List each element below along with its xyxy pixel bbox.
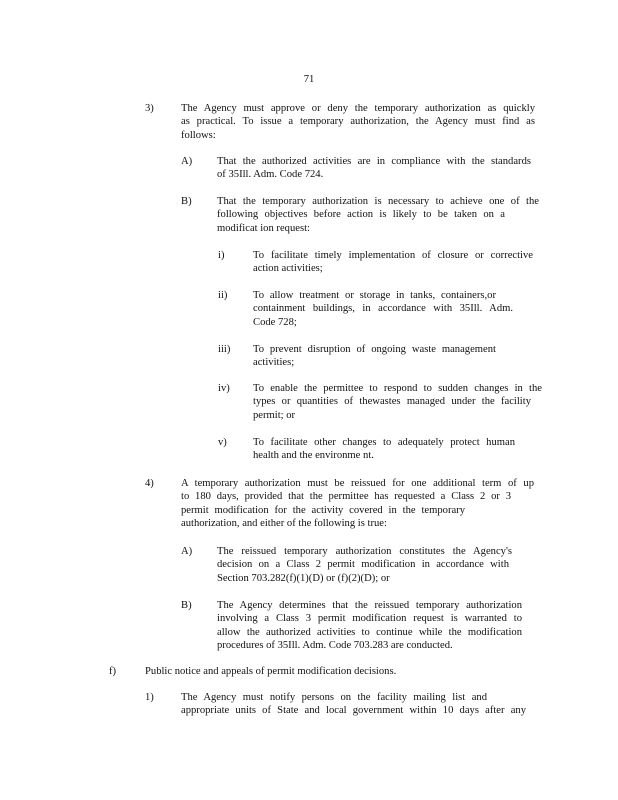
item-label: f) bbox=[109, 666, 117, 677]
item-label: A) bbox=[181, 546, 193, 557]
text-line: To prevent disruption of ongoing waste management bbox=[253, 344, 496, 355]
item-label: ii) bbox=[218, 290, 228, 301]
text-line: action activities; bbox=[253, 263, 323, 275]
page-number: 71 bbox=[303, 74, 315, 85]
item-text bbox=[253, 249, 533, 276]
text-line: That the authorized activities are in compliance with the standards bbox=[217, 156, 531, 167]
text-line: The reissued temporary authorization constitutes the Agency's bbox=[217, 546, 512, 557]
text-line: modificat ion request: bbox=[217, 222, 310, 234]
text-line: A temporary authorization must be reissued for one additional term of up bbox=[181, 478, 534, 489]
item-label: iii) bbox=[218, 344, 231, 355]
item-label: iv) bbox=[218, 383, 230, 394]
item-text bbox=[217, 155, 531, 182]
text-line: The Agency must approve or deny the temporary authorization as quickly bbox=[181, 103, 535, 114]
item-label: 1) bbox=[145, 692, 154, 703]
text-line: involving a Class 3 permit modification request is warranted to bbox=[217, 613, 522, 625]
item-text bbox=[181, 477, 534, 531]
item-label: v) bbox=[218, 437, 227, 448]
text-line: allow the authorized activities to continue while the modification bbox=[217, 626, 522, 638]
text-line: types or quantities of thewastes managed under the facility bbox=[253, 396, 531, 408]
item-text bbox=[253, 382, 542, 422]
item-text bbox=[217, 545, 512, 585]
item-label: 4) bbox=[145, 478, 154, 489]
item-label: B) bbox=[181, 600, 192, 611]
text-line: To enable the permittee to respond to sudden changes in the bbox=[253, 383, 542, 394]
text-line: activities; bbox=[253, 357, 295, 369]
item-label: A) bbox=[181, 156, 193, 167]
item-text bbox=[253, 289, 513, 329]
text-line: To allow treatment or storage in tanks, containers,or bbox=[253, 290, 496, 301]
text-line: To facilitate other changes to adequately protect human bbox=[253, 437, 515, 448]
text-line: health and the environme nt. bbox=[253, 450, 374, 462]
text-line: authorization, and either of the following is true: bbox=[181, 518, 387, 530]
text-line: To facilitate timely implementation of closure or corrective bbox=[253, 250, 533, 261]
text-line: to 180 days, provided that the permittee has requested a Class 2 or 3 bbox=[181, 491, 511, 503]
text-line: Public notice and appeals of permit modification decisions. bbox=[145, 666, 397, 677]
text-line: permit; or bbox=[253, 409, 296, 421]
item-text bbox=[253, 343, 496, 370]
text-line: Code 728; bbox=[253, 316, 297, 328]
text-line: procedures of 35Ill. Adm. Code 703.283 are conducted. bbox=[217, 640, 453, 652]
text-line: containment buildings, in accordance with 35Ill. Adm. bbox=[253, 303, 513, 315]
text-line: following objectives before action is likely to be taken on a bbox=[217, 209, 505, 221]
item-text bbox=[181, 691, 526, 718]
text-line: The Agency determines that the reissued temporary authorization bbox=[217, 600, 522, 611]
item-label: B) bbox=[181, 196, 192, 207]
item-label: 3) bbox=[145, 103, 154, 114]
text-line: The Agency must notify persons on the facility mailing list and bbox=[181, 692, 487, 703]
item-text bbox=[217, 599, 522, 653]
text-line: follows: bbox=[181, 129, 216, 141]
text-line: permit modification for the activity covered in the temporary bbox=[181, 504, 465, 516]
text-line: Section 703.282(f)(1)(D) or (f)(2)(D); or bbox=[217, 572, 390, 584]
item-text bbox=[181, 102, 535, 142]
text-line: decision on a Class 2 permit modification in accordance with bbox=[217, 559, 509, 571]
text-line: of 35Ill. Adm. Code 724. bbox=[217, 169, 324, 181]
item-label: i) bbox=[218, 250, 225, 261]
text-line: as practical. To issue a temporary authorization, the Agency must find as bbox=[181, 116, 535, 128]
item-text bbox=[145, 665, 445, 678]
item-text bbox=[253, 436, 515, 463]
text-line: appropriate units of State and local government within 10 days after any bbox=[181, 705, 526, 717]
item-text bbox=[217, 195, 539, 235]
text-line: That the temporary authorization is necessary to achieve one of the bbox=[217, 196, 539, 207]
